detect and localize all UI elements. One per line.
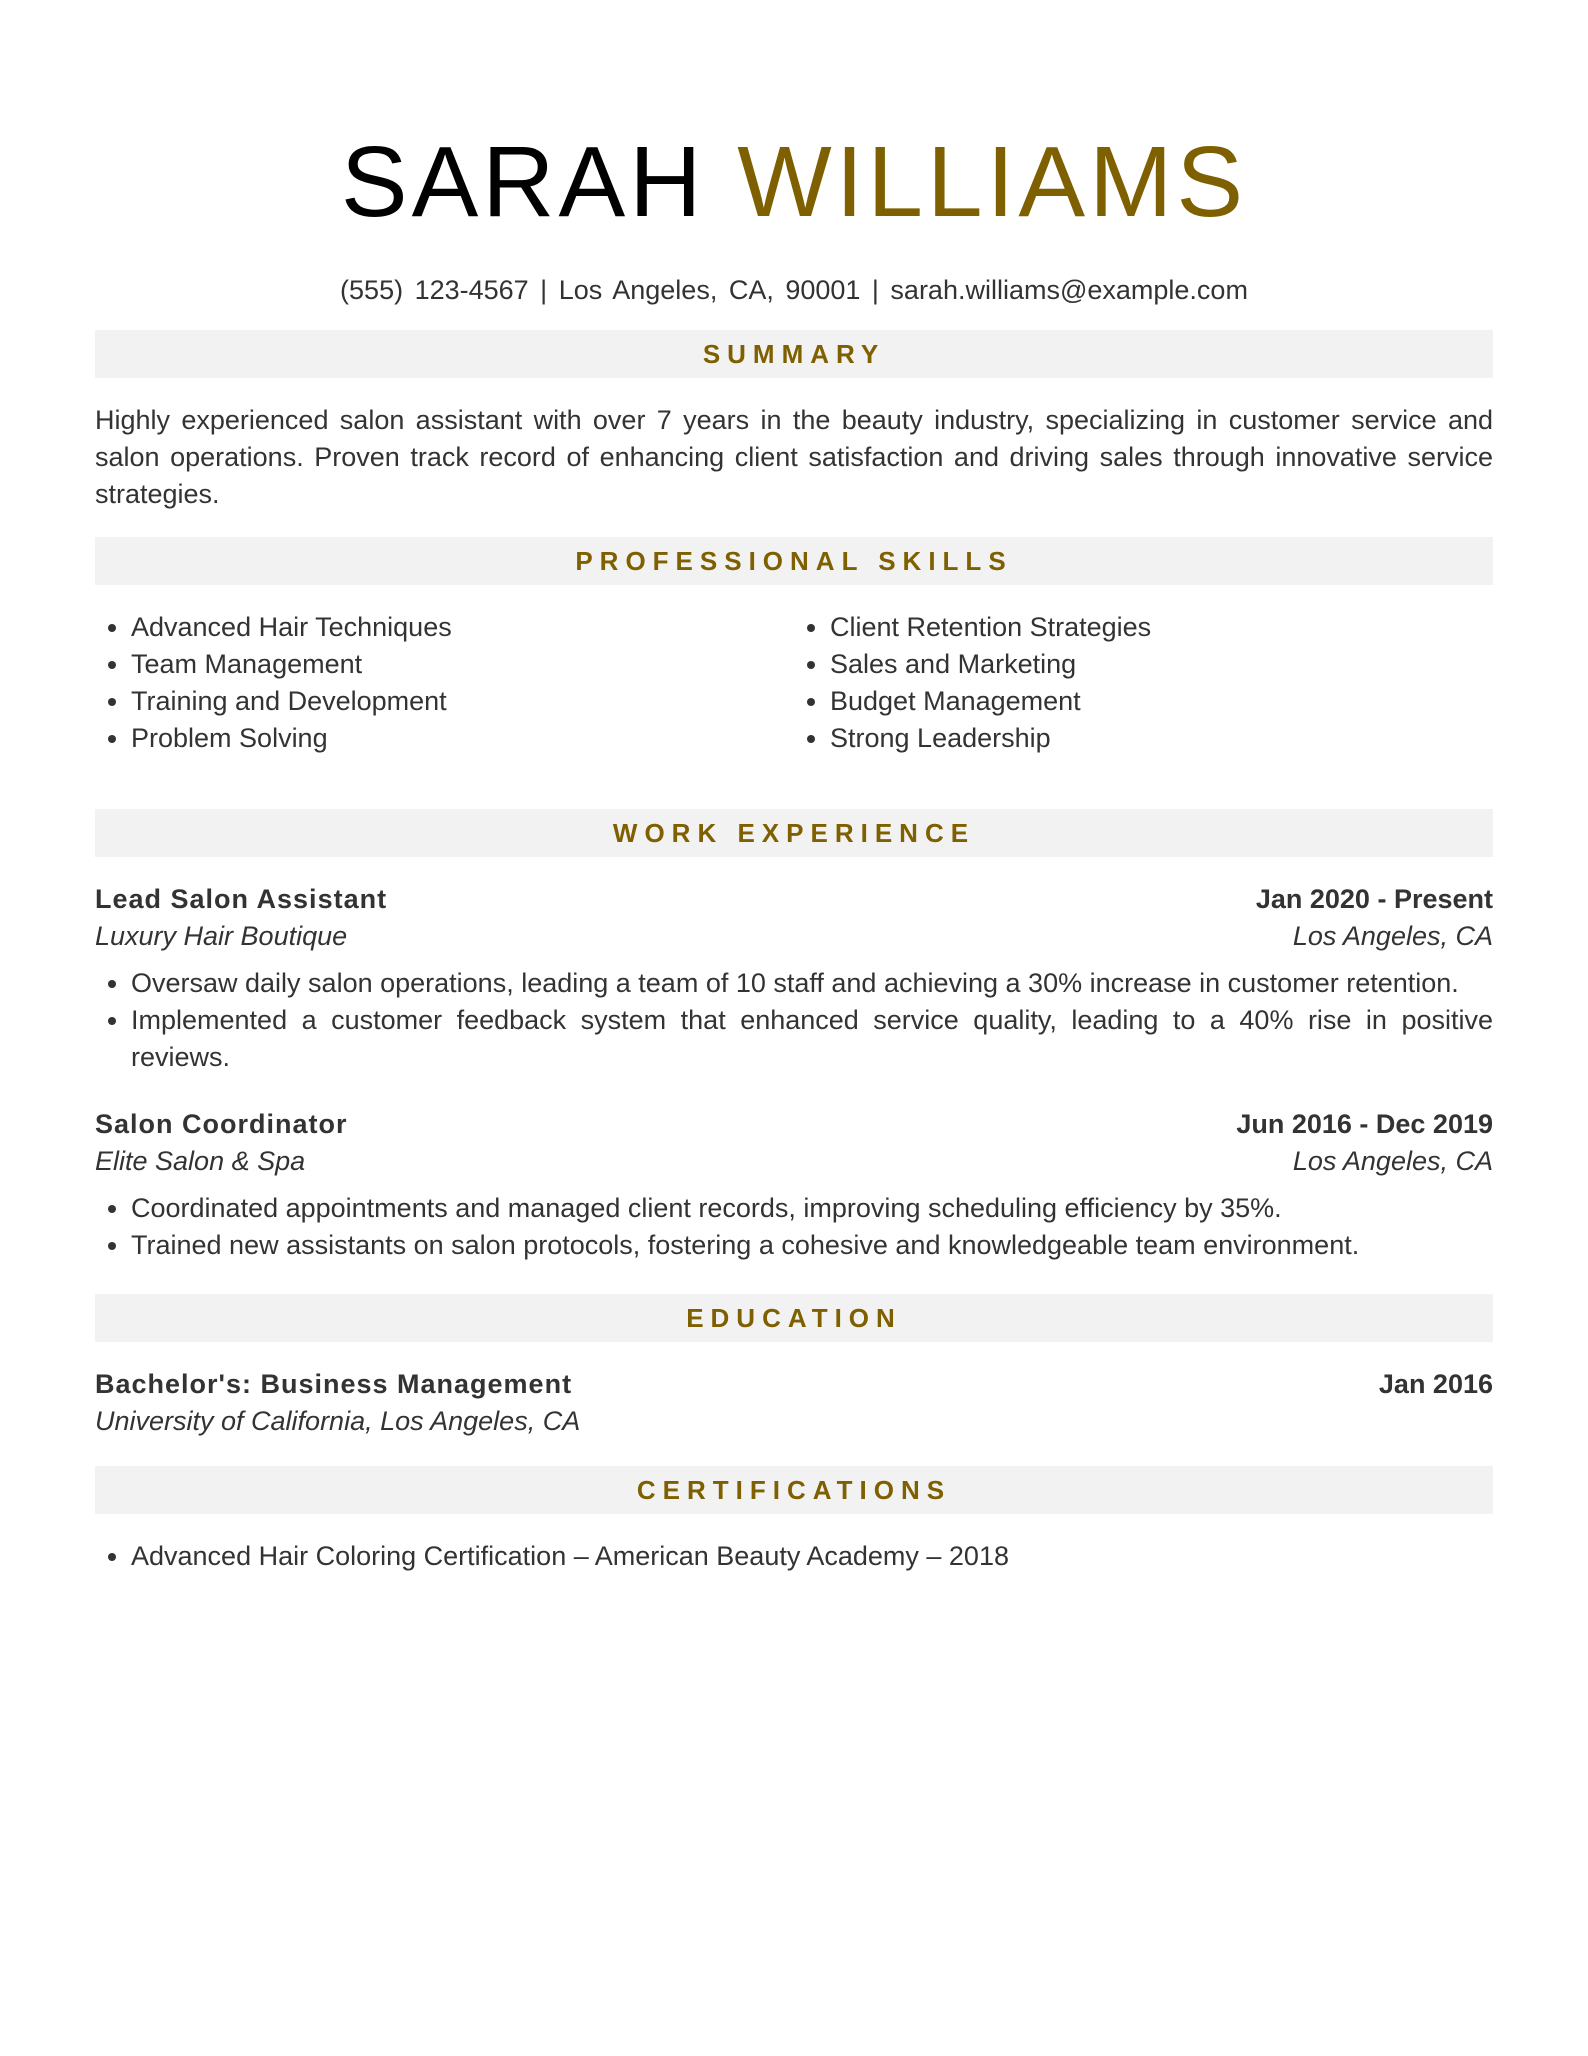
job-subheader	[95, 918, 1493, 955]
education-date: Jan 2016	[1378, 1369, 1493, 1399]
contact-line: (555) 123-4567 | Los Angeles, CA, 90001 | sarah.williams@example.com	[340, 275, 1248, 305]
job-entry	[95, 881, 1493, 1076]
certification-item: • Advanced Hair Coloring Certification – American Beauty Academy – 2018	[131, 1538, 1493, 1575]
education-degree: Bachelor's: Business Management	[95, 1369, 573, 1399]
skill-item: • Team Management	[131, 646, 794, 683]
first-name: SARAH	[340, 126, 706, 238]
job-bullet: • Implemented a customer feedback system that enhanced service quality, leading to a 40% rise in positive reviews.	[131, 1002, 1493, 1076]
job-dates: Jun 2016 - Dec 2019	[1236, 1109, 1493, 1139]
skills-left-column	[95, 609, 794, 757]
job-location: Los Angeles, CA	[1292, 1146, 1493, 1176]
job-header	[95, 881, 1493, 918]
summary-text: Highly experienced salon assistant with over 7 years in the beauty industry, specializing in customer service and salon operations. Proven track record of enhancing client satisfaction and driving sales through innovative service strategies.	[95, 405, 1493, 509]
job-bullets	[95, 1190, 1493, 1264]
education-school: University of California, Los Angeles, CA	[95, 1406, 581, 1436]
skill-item: • Sales and Marketing	[830, 646, 1493, 683]
job-dates: Jan 2020 - Present	[1255, 884, 1493, 914]
candidate-name	[95, 0, 1493, 242]
job-role: Salon Coordinator	[95, 1109, 348, 1139]
education-header: EDUCATION	[95, 1294, 1493, 1342]
skill-item: • Budget Management	[830, 683, 1493, 720]
education-subheader	[95, 1403, 1493, 1440]
experience-header: WORK EXPERIENCE	[95, 809, 1493, 857]
skills-list	[95, 609, 1493, 757]
skill-item: • Problem Solving	[131, 720, 794, 757]
job-bullets	[95, 965, 1493, 1076]
summary-header: SUMMARY	[95, 330, 1493, 378]
education-header-row	[95, 1366, 1493, 1403]
skills-header: PROFESSIONAL SKILLS	[95, 537, 1493, 585]
last-name: WILLIAMS	[737, 126, 1248, 238]
skill-item: • Advanced Hair Techniques	[131, 609, 794, 646]
certifications-list	[95, 1538, 1493, 1575]
job-role: Lead Salon Assistant	[95, 884, 388, 914]
certifications-header: CERTIFICATIONS	[95, 1466, 1493, 1514]
job-header	[95, 1106, 1493, 1143]
job-location: Los Angeles, CA	[1292, 921, 1493, 951]
skill-item: • Strong Leadership	[830, 720, 1493, 757]
skill-item: • Client Retention Strategies	[830, 609, 1493, 646]
job-entry	[95, 1106, 1493, 1264]
skills-right-column	[794, 609, 1493, 757]
job-bullet: • Coordinated appointments and managed client records, improving scheduling efficiency by 35%.	[131, 1190, 1493, 1227]
skill-item: • Training and Development	[131, 683, 794, 720]
job-subheader	[95, 1143, 1493, 1180]
job-bullet: • Oversaw daily salon operations, leading a team of 10 staff and achieving a 30% increase in customer retention.	[131, 965, 1493, 1002]
job-company: Elite Salon & Spa	[95, 1146, 306, 1176]
job-company: Luxury Hair Boutique	[95, 921, 348, 951]
education-entry	[95, 1366, 1493, 1440]
job-bullet: • Trained new assistants on salon protocols, fostering a cohesive and knowledgeable team environment.	[131, 1227, 1493, 1264]
